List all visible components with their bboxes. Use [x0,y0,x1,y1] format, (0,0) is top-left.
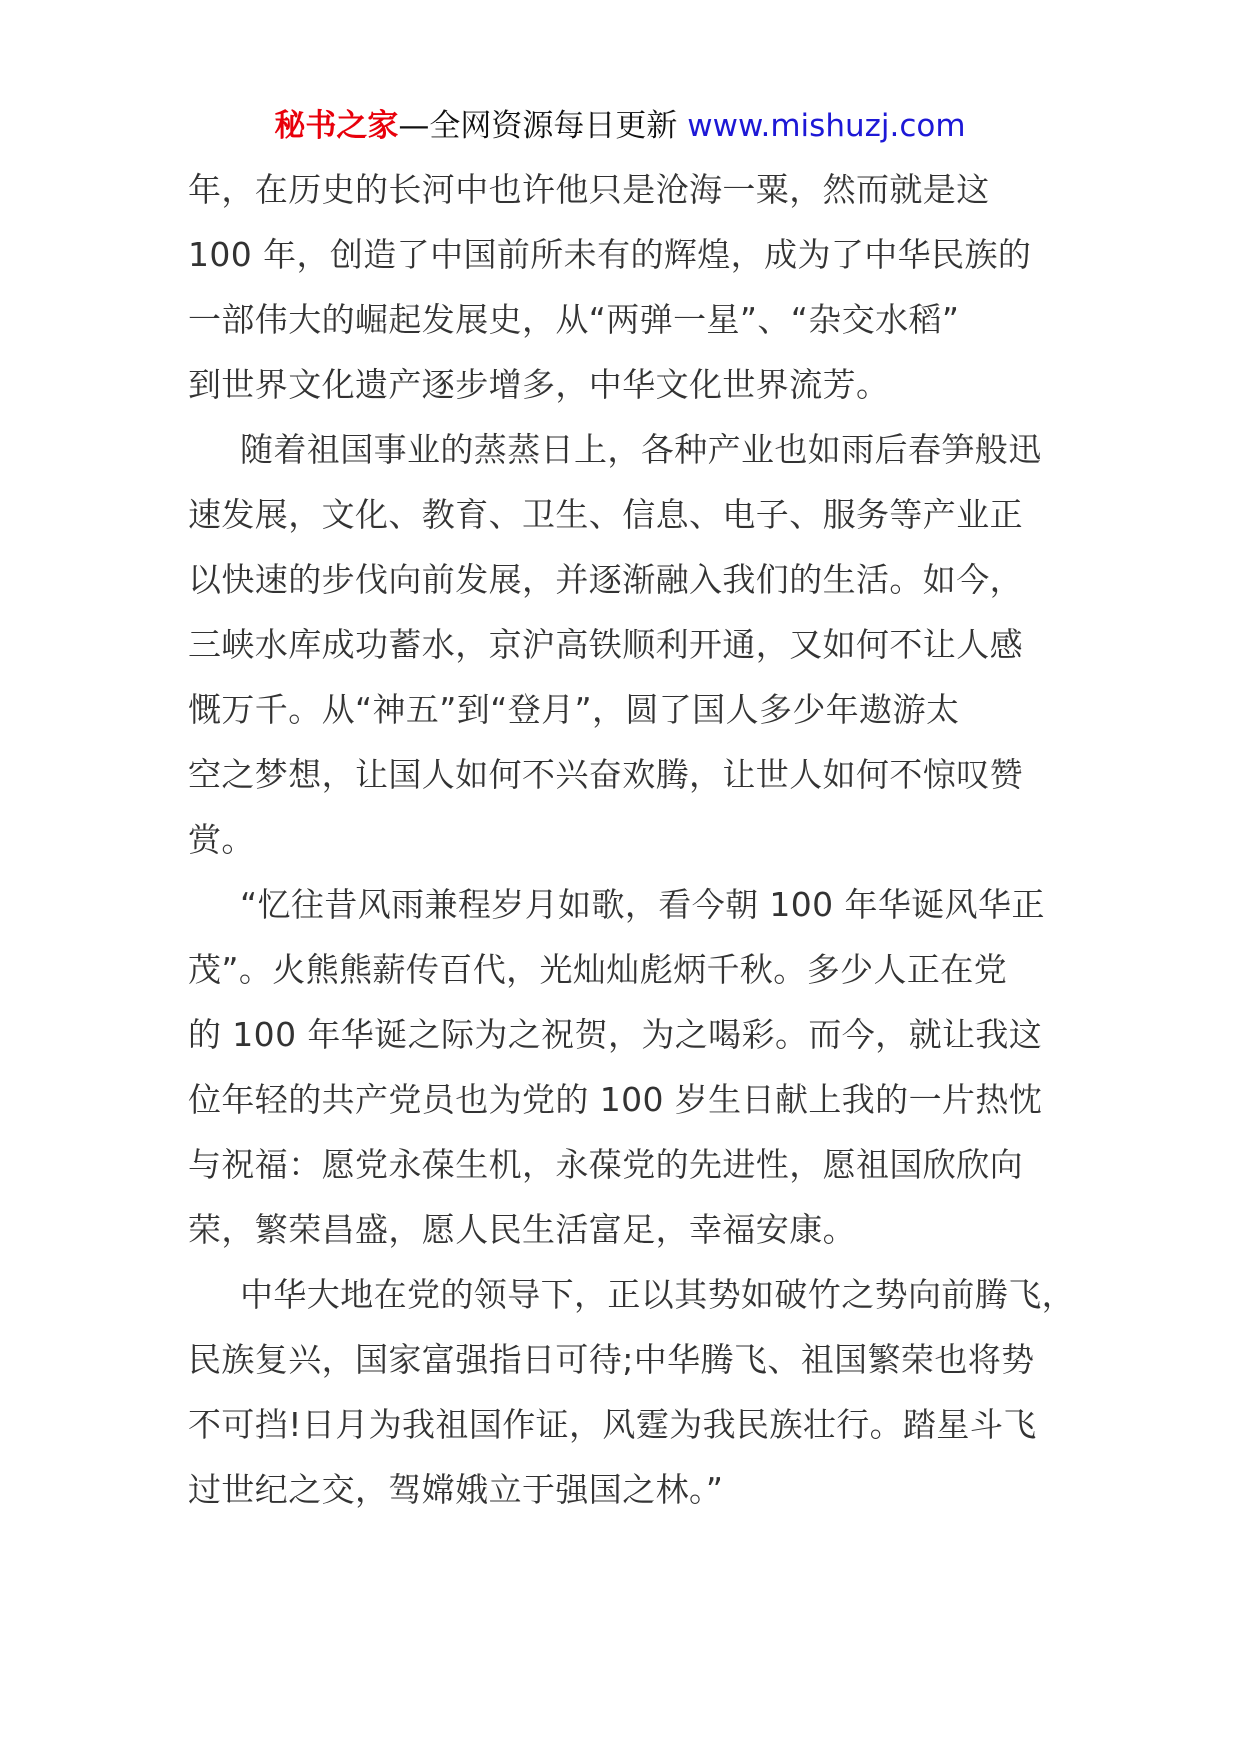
text-line: 位年轻的共产党员也为党的 100 岁生日献上我的一片热忱 [188,1080,1043,1119]
text-line: 三峡水库成功蓄水，京沪高铁顺利开通，又如何不让人感 [188,625,1023,664]
website-link[interactable]: www.mishuzj.com [687,108,966,144]
text-line: 民族复兴，国家富强指日可待;中华腾飞、祖国繁荣也将势 [188,1340,1035,1379]
text-line: 100 年，创造了中国前所未有的辉煌，成为了中华民族的 [188,235,1032,274]
paragraph-start-line: “忆往昔风雨兼程岁月如歌，看今朝 100 年华诞风华正 [240,885,1045,924]
text-line: 年，在历史的长河中也许他只是沧海一粟，然而就是这 [188,170,990,209]
text-line: 与祝福：愿党永葆生机，永葆党的先进性，愿祖国欣欣向 [188,1145,1023,1184]
text-line: 一部伟大的崛起发展史，从“两弹一星”、“杂交水稻” [188,300,960,339]
header-tagline: —全网资源每日更新 [398,108,678,144]
paragraph-start-line: 随着祖国事业的蒸蒸日上，各种产业也如雨后春笋般迅 [240,430,1042,469]
text-line: 到世界文化遗产逐步增多，中华文化世界流芳。 [188,365,890,404]
text-line: 赏。 [188,820,255,859]
paragraph-start-line: 中华大地在党的领导下，正以其势如破竹之势向前腾飞， [240,1275,1075,1314]
text-line: 过世纪之交，驾嫦娥立于强国之林。” [188,1470,724,1509]
article-body [188,168,1088,1533]
text-line: 荣，繁荣昌盛，愿人民生活富足，幸福安康。 [188,1210,856,1249]
text-line: 慨万千。从“神五”到“登月”，圆了国人多少年遨游太 [188,690,960,729]
text-line: 的 100 年华诞之际为之祝贺，为之喝彩。而今，就让我这 [188,1015,1043,1054]
text-line: 速发展，文化、教育、卫生、信息、电子、服务等产业正 [188,495,1023,534]
text-line: 茂”。火熊熊薪传百代，光灿灿彪炳千秋。多少人正在党 [188,950,1008,989]
text-line: 不可挡!日月为我祖国作证，风霆为我民族壮行。踏星斗飞 [188,1405,1037,1444]
page-header [0,104,1240,148]
text-line: 空之梦想，让国人如何不兴奋欢腾，让世人如何不惊叹赞 [188,755,1023,794]
brand-name: 秘书之家 [274,108,399,144]
text-line: 以快速的步伐向前发展，并逐渐融入我们的生活。如今， [188,560,1023,599]
